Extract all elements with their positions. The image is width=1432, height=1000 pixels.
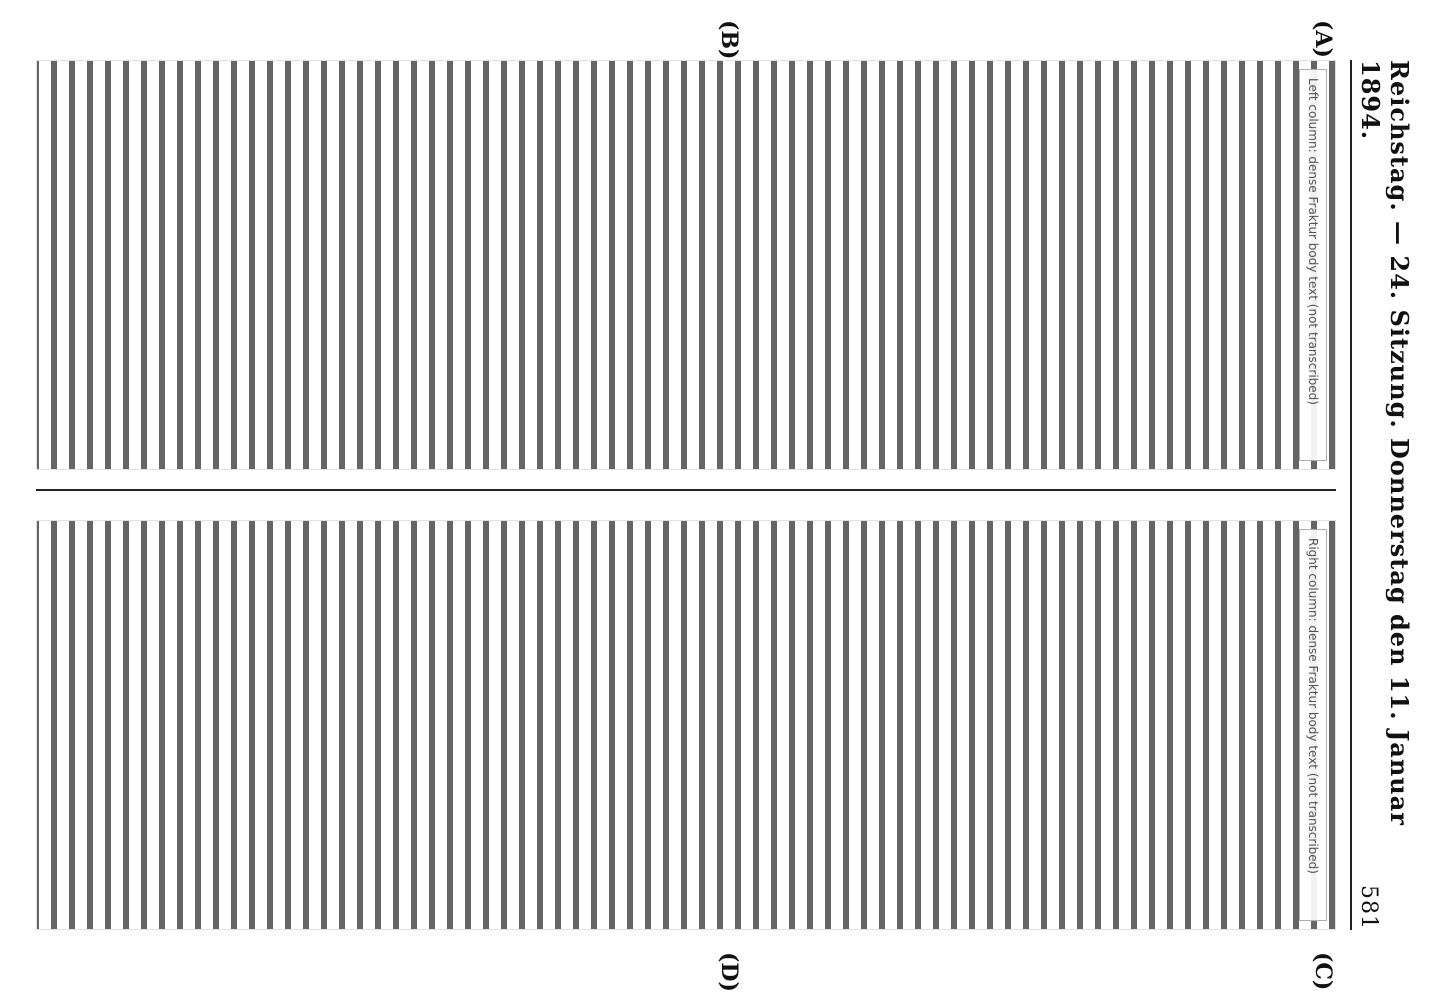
margin-marker-a: (A) — [1310, 20, 1336, 58]
right-column-placeholder: Right column: dense Fraktur body text (not transcribed) — [1299, 529, 1327, 921]
column-divider — [36, 489, 1336, 491]
margin-marker-d: (D) — [716, 952, 742, 992]
margin-marker-c: (C) — [1310, 952, 1336, 991]
margin-marker-b: (B) — [716, 20, 742, 60]
page-number: 581 — [1356, 885, 1381, 930]
page-header — [1356, 60, 1414, 930]
header-title: Reichstag. — 24. Sitzung. Donnerstag den 11. Januar 1894. — [1356, 60, 1414, 826]
left-column-placeholder: Left column: dense Fraktur body text (not transcribed) — [1299, 69, 1327, 461]
header-divider — [1350, 60, 1352, 930]
right-text-column — [36, 520, 1336, 930]
left-text-column — [36, 60, 1336, 470]
